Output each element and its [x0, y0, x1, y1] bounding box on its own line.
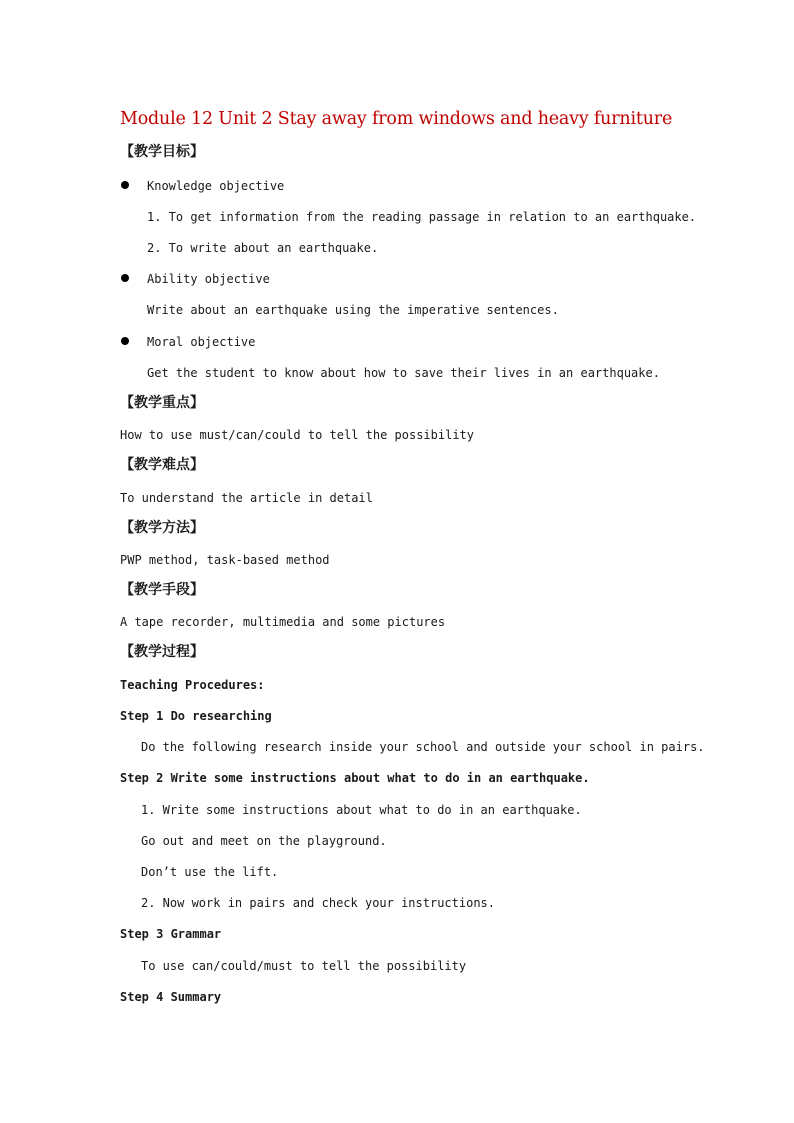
- knowledge-item: 1. To get information from the reading passage in relation to an earthquake.: [147, 210, 697, 224]
- step-2-item: 2. Now work in pairs and check your instructions.: [141, 896, 496, 910]
- methods-text: PWP method, task-based method: [120, 553, 330, 567]
- key-points-heading: 【教学重点】: [120, 395, 204, 411]
- process-heading: 【教学过程】: [120, 644, 204, 660]
- moral-item: Get the student to know about how to save their lives in an earthquake.: [147, 366, 660, 380]
- ability-item: Write about an earthquake using the imperative sentences.: [147, 303, 559, 317]
- step-4-title: Step 4 Summary: [120, 990, 222, 1004]
- knowledge-objective-label: Knowledge objective: [147, 179, 285, 193]
- bullet-icon: [121, 337, 129, 345]
- step-1-title: Step 1 Do researching: [120, 709, 272, 723]
- step-2-item: Don’t use the lift.: [141, 865, 279, 879]
- bullet-icon: [121, 274, 129, 282]
- step-2-title: Step 2 Write some instructions about what to do in an earthquake.: [120, 771, 590, 785]
- key-points-text: How to use must/can/could to tell the possibility: [120, 428, 475, 442]
- step-2-item: 1. Write some instructions about what to do in an earthquake.: [141, 803, 582, 817]
- moral-objective-label: Moral objective: [147, 335, 256, 349]
- knowledge-item: 2. To write about an earthquake.: [147, 241, 379, 255]
- difficulties-heading: 【教学难点】: [120, 457, 204, 473]
- step-2-item: Go out and meet on the playground.: [141, 834, 387, 848]
- tools-text: A tape recorder, multimedia and some pictures: [120, 615, 446, 629]
- tools-heading: 【教学手段】: [120, 582, 204, 598]
- bullet-icon: [121, 181, 129, 189]
- document-title: Module 12 Unit 2 Stay away from windows and heavy furniture: [120, 109, 673, 129]
- step-1-text: Do the following research inside your school and outside your school in pairs.: [141, 740, 705, 754]
- step-3-text: To use can/could/must to tell the possibility: [141, 959, 467, 973]
- methods-heading: 【教学方法】: [120, 520, 204, 536]
- step-3-title: Step 3 Grammar: [120, 927, 222, 941]
- difficulties-text: To understand the article in detail: [120, 491, 373, 505]
- ability-objective-label: Ability objective: [147, 272, 270, 286]
- process-intro: Teaching Procedures:: [120, 678, 265, 692]
- objectives-heading: 【教学目标】: [120, 144, 204, 160]
